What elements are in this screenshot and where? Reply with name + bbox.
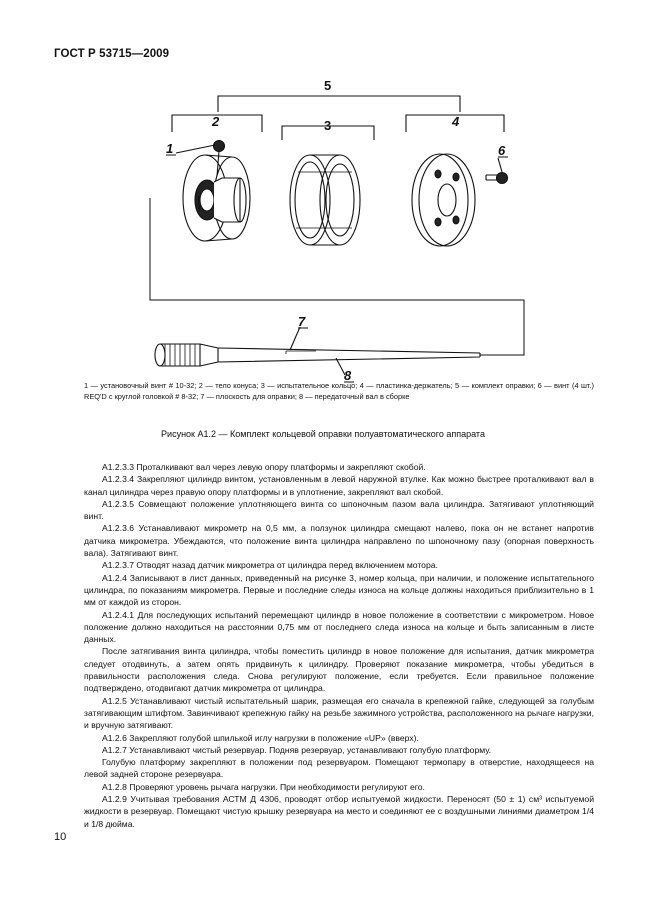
figure-title: Рисунок А1.2 — Комплект кольцевой оправки полуавтоматического аппарата	[161, 429, 485, 439]
paragraph: А1.2.3.3 Проталкивают вал через левую опору платформы и закрепляют скобой.	[102, 462, 426, 472]
page-number: 10	[54, 831, 67, 843]
paragraph: А1.2.9 Учитывая требования АСТМ Д 4306, проводят отбор испытуемой жидкости. Переносят (50 ± 1) см³ испытуемой жидкости в резервуар. Помещают чистую крышку резервуара на место и соединяют ее с воздушными линиями диаметром 1/4 и 1/8 дюйма.	[84, 794, 594, 829]
test-ring	[290, 155, 360, 245]
label-4: 4	[452, 114, 460, 129]
body-text	[84, 461, 594, 830]
label-8: 8	[344, 368, 352, 383]
transfer-shaft	[155, 344, 480, 366]
paragraph: А1.2.7 Устанавливают чистый резервуар. Подняв резервуар, устанавливают голубую платформу.	[102, 744, 492, 755]
mandrel-assembly-figure	[0, 0, 646, 420]
paragraph: А1.2.6 Закрепляют голубой шпилькой иглу нагрузки в положение «UP» (вверх).	[102, 732, 419, 743]
paragraph: А1.2.3.7 Отводят назад датчик микрометра от цилиндра перед включением мотора.	[102, 560, 438, 571]
label-1: 1	[166, 141, 174, 156]
label-7: 7	[298, 314, 306, 329]
paragraph: А1.2.8 Проверяют уровень рычага нагрузки. При необходимости регулируют его.	[102, 781, 425, 792]
screw	[486, 173, 508, 184]
cone-body	[183, 141, 250, 242]
retaining-plate	[412, 154, 475, 246]
document-header: ГОСТ Р 53715—2009	[54, 48, 170, 60]
figure-legend: 1 — установочный винт # 10-32; 2 — тело конуса; 3 — испытательное кольцо; 4 — пластинка-держатель; 5 — комплект оправки; 6 — винт (4 шт.) REQ'D с круглой головкой # 8-32; 7 — плоскость для оправки; 8 — передаточный вал в сборке	[84, 381, 594, 401]
paragraph: Голубую платформу закрепляют в положении под резервуаром. Помещают термопару в отверстие, находящееся на левой задней стороне резервуара.	[84, 757, 594, 780]
label-2: 2	[212, 114, 220, 129]
paragraph: А1.2.3.4 Закрепляют цилиндр винтом, установленным в левой наружной втулке. Как можно быстрее проталкивают вал в канал цилиндра через правую опору платформы и в уплотнение, закрепляют вал скобой.	[84, 474, 594, 497]
paragraph: А1.2.4.1 Для последующих испытаний перемещают цилиндр в новое положение в соответствии с микрометром. Новое положение должно находиться на расстоянии 0,75 мм от последнего следа износа на кольце и быть записанным в листе данных.	[84, 609, 594, 645]
label-3: 3	[324, 118, 332, 133]
label-6: 6	[498, 143, 506, 158]
paragraph: А1.2.3.5 Совмещают положение уплотняющего винта со шпоночным пазом вала цилиндра. Затягивают уплотняющий винт.	[84, 498, 594, 522]
paragraph: После затягивания винта цилиндра, чтобы поместить цилиндр в новое положение для испытания, датчик микрометра следует отодвинуть, а затем опять придвинуть к цилиндру. Проверяют показание микрометра, чтобы убедиться в правильности расположения следа. Снова регулируют положение, если требуется. Если правильное положение подтверждено, отодвигают датчик микрометра от цилиндра.	[84, 646, 594, 694]
label-5: 5	[324, 78, 332, 93]
connector-line	[150, 198, 524, 355]
paragraph: А1.2.3.6 Устанавливают микрометр на 0,5 мм, а ползунок цилиндра смещают налево, пока он не встанет напротив датчика микрометра. Убеждаются, что положение винта цилиндра направлено по шпоночному пазу (опорная поверхность вала). Затягивают винт.	[84, 523, 594, 559]
paragraph: А1.2.4 Записывают в лист данных, приведенный на рисунке 3, номер кольца, при наличии, и положение испытательного цилиндра, по показаниям микрометра. Первые и последние следы износа на кольце должны находиться приблизительно в 1 мм от каждой из сторон.	[84, 572, 594, 608]
paragraph: А1.2.5 Устанавливают чистый испытательный шарик, размещая его сначала в крепежной гайке, следующей за голубым затягивающим штифтом. Завинчивают крепежную гайку на резьбе зажимного устройства, расположенного на рычаге нагрузки, и вручную затягивают.	[84, 695, 594, 731]
bracket-5	[218, 96, 460, 112]
